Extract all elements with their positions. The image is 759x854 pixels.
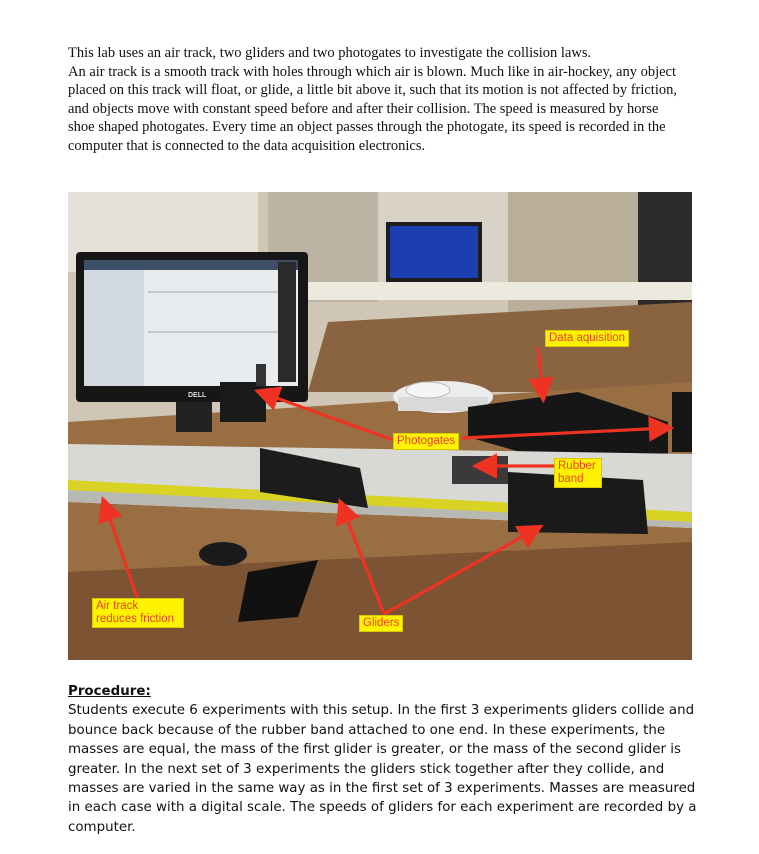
intro-line-1: This lab uses an air track, two gliders and two photogates to investigate the collision laws.	[68, 45, 592, 61]
monitor-brand: DELL	[188, 392, 207, 399]
photo-illustration	[68, 192, 692, 660]
rubber-band-holder	[452, 456, 508, 484]
lab-setup-photo	[68, 192, 692, 660]
label-data-acquisition: Data aquisition	[545, 330, 629, 347]
label-air-track: Air track reduces friction	[92, 598, 184, 628]
intro-text	[68, 44, 688, 156]
label-rubber-band: Rubber band	[554, 458, 602, 488]
label-gliders: Gliders	[359, 615, 403, 632]
procedure-body: Students execute 6 experiments with this setup. In the first 3 experiments gliders collide and bounce back because of the rubber band attached to one end. In these experiments, the masses are equal, the mass of the first glider is greater, or the mass of the second glider is greater. In the next set of 3 experiments the gliders stick together after they collide, and masses are varied in the same way as in the first set of 3 experiments. Masses are measured in each case with a digital scale. The speeds of gliders for each experiment are recorded by a computer.	[68, 703, 697, 835]
mouse	[199, 542, 247, 566]
procedure-section	[68, 682, 698, 837]
photogate-left	[220, 382, 266, 422]
intro-paragraph: An air track is a smooth track with holes through which air is blown. Much like in air-hockey, any object placed on this track will float, or glide, a little bit above it, such that its motion is not affected by friction, and objects move with constant speed before and after their collision. The speed is measured by horse shoe shaped photogates. Every time an object passes through the photogate, its speed is recorded in the computer that is connected to the data acquisition electronics.	[68, 63, 677, 154]
photogate-right	[672, 392, 692, 452]
procedure-heading: Procedure:	[68, 684, 151, 699]
label-photogates: Photogates	[393, 433, 459, 450]
